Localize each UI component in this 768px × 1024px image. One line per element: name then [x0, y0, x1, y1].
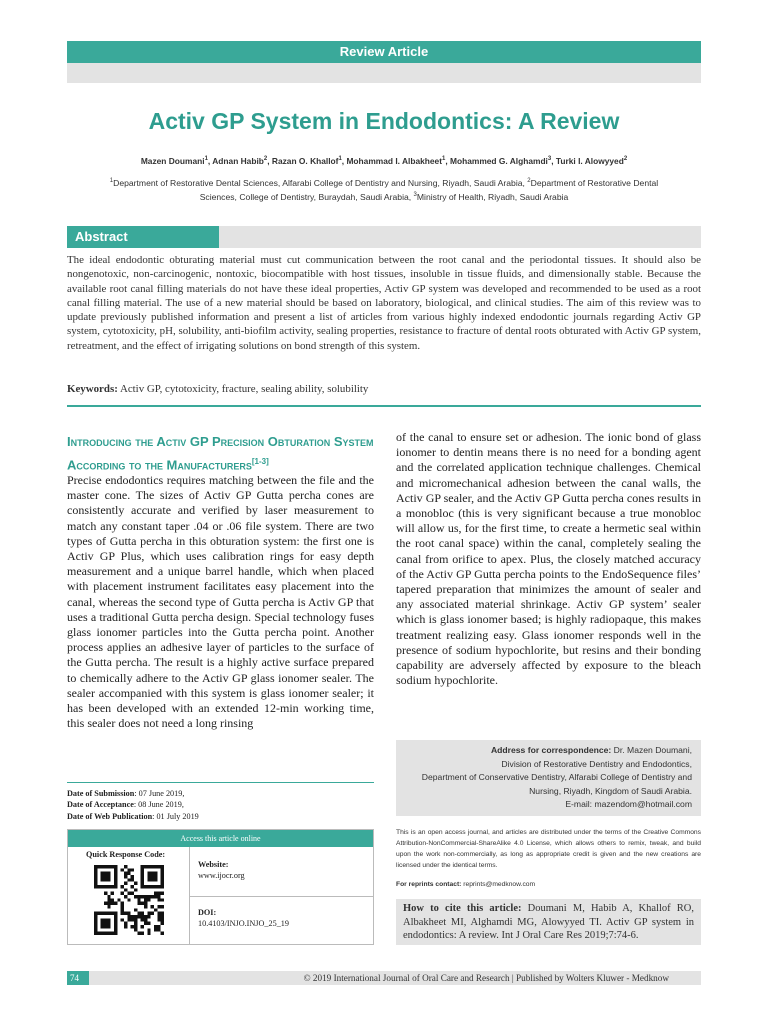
citation-box: [396, 899, 701, 945]
website-link[interactable]: www.ijocr.org: [198, 871, 245, 880]
abstract-label: Abstract: [67, 226, 219, 248]
abstract-text: The ideal endodontic obturating material must cut communication between the root canal and the periodontal tissues. It should also be nongenotoxic, non-carcinogenic, nontoxic, biocompatible with host tissues, insoluble in tissue fluids, and dimensionally stable. Because the available root canal filling materials do not have these ideal properties, Activ GP system was developed and recommended to be used as a root canal filling material. The use of a new material should be based on laboratory, biological, and clinical studies. The aim of this review was to update previously published information and present a list of articles from various highly indexed endodontic journals regarding Activ GP system, cytotoxicity, pH, solubility, anti-biofilm activity, sealing properties, resistance to fracture of dental roots obturated with Activ GP system, retreatment, and the effect of irrigating solutions on bond strength of this system.: [67, 254, 701, 352]
access-heading: Access this article online: [68, 830, 373, 847]
citation-text: Doumani M, Habib A, Khallof RO, Albakheet MI, Alghamdi MG, Alowyyed TI. Activ GP system in endodontics: A review. Int J Oral Care Res 2019;7:74-6.: [403, 903, 694, 942]
author-name: Mazen Doumani$^1$: [140, 156, 208, 166]
correspondence-line: Division of Restorative Dentistry and Endodontics,: [501, 758, 692, 769]
doi-label: DOI:: [198, 908, 217, 917]
submission-date: Date of Submission: 07 June 2019,: [67, 789, 185, 798]
affiliation: Department of Restorative Dental Sciences, Alfarabi College of Dentistry and Nursing, Riyadh, Saudi Arabia,: [113, 177, 528, 188]
author-name: Turki I. Alowyyed$^2$: [555, 156, 628, 166]
affiliation: Department of Restorative Dental Sciences, College of Dentistry, Buraydah, Saudi Arabia,: [199, 177, 659, 203]
reprints-email[interactable]: reprints@medknow.com: [461, 881, 536, 888]
website-label: Website:: [198, 860, 229, 869]
citation-label: How to cite this article:: [403, 903, 522, 914]
author-name: Razan O. Khallof$^1$: [271, 156, 342, 166]
doi-link[interactable]: 10.4103/INJO.INJO_25_19: [198, 919, 289, 928]
access-rule: [190, 896, 374, 897]
acceptance-date: Date of Acceptance: 08 June 2019,: [67, 800, 184, 810]
correspondence-box: [396, 740, 701, 816]
author-name: Adnan Habib$^2$: [212, 156, 268, 166]
section-divider: [67, 405, 701, 407]
access-box: [67, 829, 374, 945]
author-list: Mazen Doumani$^1$, Adnan Habib$^2$, Razan O. Khallof$^1$, Mohammad I. Albakheet$^1$, Mohammed G. Alghamdi$^3$, Turki I. Alowyyed$^2$: [140, 156, 628, 166]
correspondence-line: Nursing, Riyadh, Kingdom of Saudi Arabia.: [529, 785, 692, 796]
author-name: Mohammed G. Alghamdi$^3$: [450, 156, 552, 166]
qr-label: Quick Response Code:: [86, 850, 166, 859]
license-text: This is an open access journal, and articles are distributed under the terms of the Creative Commons Attribution-NonCommercial-ShareAlike 4.0 License, which allows others to remix, tweak, and build upon the work non-commercially, as long as appropriate credit is given and the new creations are licensed under the identical terms.: [396, 829, 701, 869]
correspondence-email[interactable]: E-mail: mazendom@hotmail.com: [565, 799, 692, 810]
article-title: Activ GP System in Endodontics: A Review: [148, 108, 620, 134]
section-heading-text: Introducing the Activ GP Precision Obturation System According to the Manufacturers: [67, 434, 374, 473]
section-heading-ref: [1-3]: [251, 457, 269, 466]
banner-underline: [67, 63, 701, 83]
qr-code-icon[interactable]: [94, 865, 164, 935]
article-type-banner: Review Article: [67, 41, 701, 63]
body-text-left: Precise endodontics requires matching between the file and the master cone. The sizes of Activ GP Gutta percha cones are consistently accurate and verified by laser measurement to match any constant taper .04 or .06 file system. There are two types of Gutta percha in this obturation system: the first one is Activ GP Plus, which uses calibration rings for easy depth measurement and a unique barrel handle, which when placed with placement instrument facilitates easy placement into the canal, whereas the second type of Gutta percha is Activ GP that uses a traditional Gutta percha design. Special technology fuses glass ionomer particles into the Gutta percha point. Another process applies an adhesive layer of particles to the surface of the Gutta percha. The result is a highly active surface prepared to chemically adhere to the Activ GP glass ionomer sealer. The sealer accompanied with this system is glass ionomer sealer; it has been developed with an extended 12-min working time, this sealer does not need a long rinsing: [67, 473, 374, 731]
correspondence-name: Address for correspondence: Dr. Mazen Doumani,: [490, 745, 692, 755]
publication-dates: [67, 782, 374, 822]
body-text-right: of the canal to ensure set or adhesion. The ionic bond of glass ionomer to dentin means there is no need for a bonding agent and the correlated application technique challenges. Chemical and micromechanical adhesion between the canal walls, the Activ GP sealer, and the Activ GP Gutta percha cones results in a monobloc (this is very significant because a true monobloc will allow us, for the first time, to create a hermetic seal within the root canal space) within the canal, completely sealing the canal from orifice to apex. Plus, the closely matched accuracy of the Activ GP Gutta percha points to the EndoSequence files’ tapered preparation that minimizes the amount of sealer and any associated material shrinkage. Activ GP system’ sealer which is glass ionomer based; is highly radiopaque, this makes treatment realizing easy. Glass ionomer responds well in the presence of sodium hypochlorite, but resins and their bonding capability are adversely affected by exposure to the bleach sodium hypochlorite.: [396, 430, 701, 688]
page-number: 74: [67, 971, 89, 985]
section-heading: [67, 432, 377, 475]
author-name: Mohammad I. Albakheet$^1$: [346, 156, 446, 166]
affiliation: Ministry of Health, Riyadh, Saudi Arabia: [416, 192, 569, 203]
footer-copyright: © 2019 International Journal of Oral Care and Research | Published by Wolters Kluwer - Medknow: [303, 973, 669, 983]
publication-date: Date of Web Publication: 01 July 2019: [67, 811, 199, 821]
keywords: [67, 383, 701, 395]
affiliations: $^1$Department of Restorative Dental Sciences, Alfarabi College of Dentistry and Nursing, Riyadh, Saudi Arabia, $^2$Department of Restorative Dental Sciences, College of Dentistry, Buraydah, Saudi Arabia, $^3$Ministry of Health, Riyadh, Saudi Arabia: [109, 177, 659, 203]
keywords-label: Keywords:: [67, 383, 118, 395]
keywords-list: Activ GP, cytotoxicity, fracture, sealing ability, solubility: [119, 383, 369, 395]
correspondence-line: Department of Conservative Dentistry, Alfarabi College of Dentistry and: [421, 772, 692, 783]
reprints-contact: For reprints contact: reprints@medknow.com: [396, 881, 536, 888]
